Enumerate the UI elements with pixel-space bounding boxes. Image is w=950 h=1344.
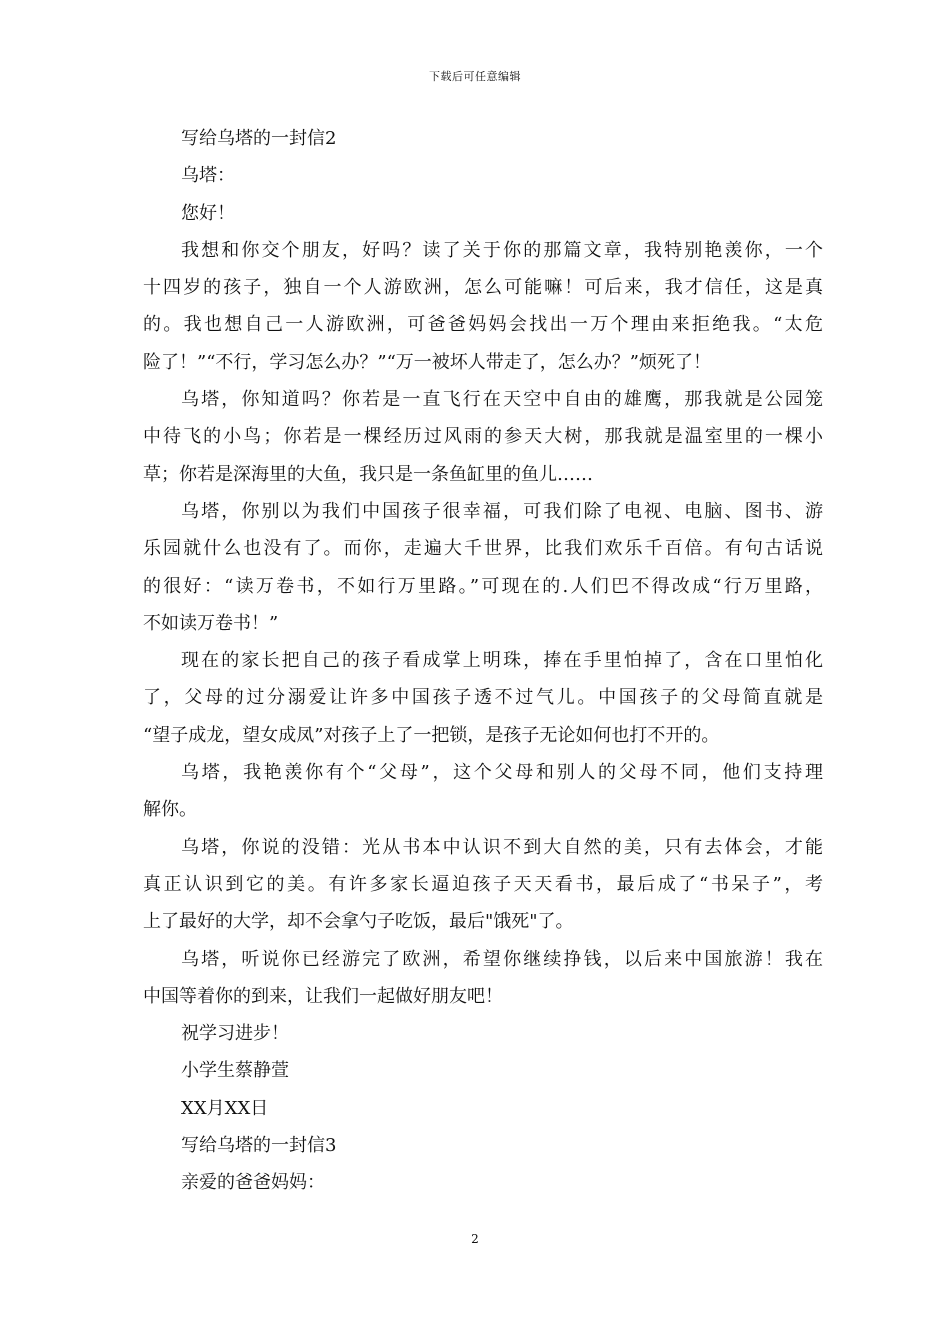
paragraph-line: 不如读万卷书！”	[143, 612, 279, 634]
paragraph-line: 乐园就什么也没有了。而你，走遍大千世界，比我们欢乐千百倍。有句古话说	[143, 538, 823, 560]
paragraph-line: 乌塔，你说的没错：光从书本中认识不到大自然的美，只有去体会，才能	[181, 836, 823, 858]
paragraph-line: 的很好：“读万卷书，不如行万里路。”可现在的.人们巴不得改成“行万里路，	[143, 575, 823, 597]
page-header: 下载后可任意编辑	[429, 70, 521, 83]
paragraph-line: 我想和你交个朋友，好吗？读了关于你的那篇文章，我特别艳羡你，一个	[181, 239, 823, 261]
paragraph-line: 上了最好的大学，却不会拿勺子吃饭，最后"饿死"了。	[143, 911, 574, 933]
letter-title: 写给乌塔的一封信3	[181, 1135, 337, 1157]
paragraph-line: 解你。	[143, 799, 197, 821]
salutation: 亲爱的爸爸妈妈：	[181, 1172, 325, 1194]
paragraph-line: 现在的家长把自己的孩子看成掌上明珠，捧在手里怕掉了，含在口里怕化	[181, 650, 823, 672]
greeting: 您好！	[181, 202, 235, 224]
salutation: 乌塔：	[181, 165, 235, 187]
paragraph-line: 险了！”“不行，学习怎么办？”“万一被坏人带走了，怎么办？”烦死了！	[143, 351, 712, 373]
paragraph-line: 草；你若是深海里的大鱼，我只是一条鱼缸里的鱼儿……	[143, 463, 593, 485]
paragraph-line: 中待飞的小鸟；你若是一棵经历过风雨的参天大树，那我就是温室里的一棵小	[143, 426, 823, 448]
paragraph-line: 了，父母的过分溺爱让许多中国孩子透不过气儿。中国孩子的父母简直就是	[143, 687, 823, 709]
paragraph-line: 乌塔，你知道吗？你若是一直飞行在天空中自由的雄鹰，那我就是公园笼	[181, 389, 823, 411]
paragraph-line: 真正认识到它的美。有许多家长逼迫孩子天天看书，最后成了“书呆子”，考	[143, 873, 823, 895]
letter-title: 写给乌塔的一封信2	[181, 128, 337, 149]
paragraph-line: 乌塔，你别以为我们中国孩子很幸福，可我们除了电视、电脑、图书、游	[181, 500, 823, 522]
date: XX月XX日	[181, 1097, 269, 1119]
paragraph-line: 的。我也想自己一人游欧洲，可爸爸妈妈会找出一万个理由来拒绝我。“太危	[143, 314, 823, 336]
paragraph-line: 乌塔，听说你已经游完了欧洲，希望你继续挣钱，以后来中国旅游！我在	[181, 948, 823, 970]
paragraph-line: 乌塔，我艳羡你有个“父母”，这个父母和别人的父母不同，他们支持理	[181, 762, 823, 784]
signature: 小学生蔡静萱	[181, 1060, 289, 1082]
letter-body	[143, 120, 823, 1202]
page-number: 2	[471, 1232, 479, 1246]
paragraph-line: 中国等着你的到来，让我们一起做好朋友吧！	[143, 985, 503, 1007]
paragraph-line: “望子成龙，望女成凤”对孩子上了一把锁，是孩子无论如何也打不开的。	[143, 724, 720, 746]
closing-wish: 祝学习进步！	[181, 1023, 289, 1045]
paragraph-line: 十四岁的孩子，独自一个人游欧洲，怎么可能嘛！可后来，我才信任，这是真	[143, 277, 823, 299]
